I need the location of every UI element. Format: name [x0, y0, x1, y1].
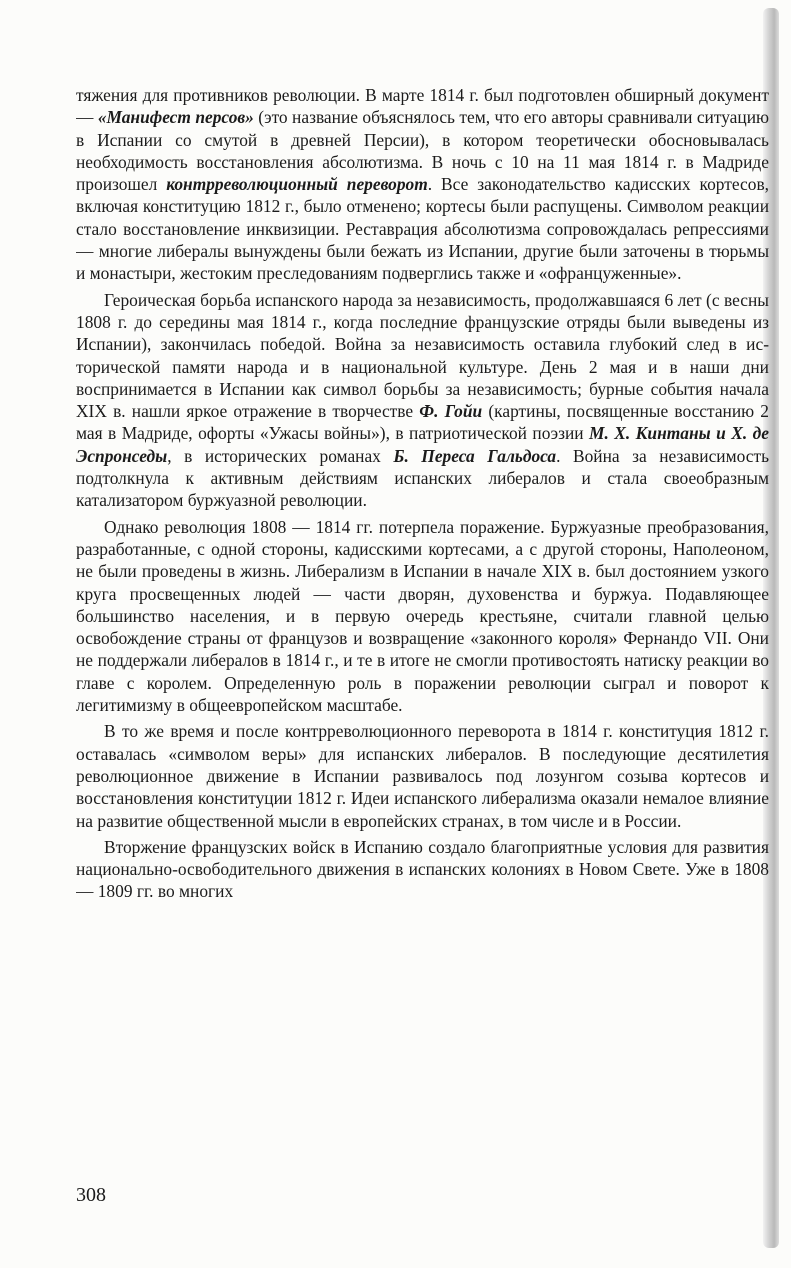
- text-segment: Однако революция 1808 — 1814 гг. потерпела поражение. Буржуазные преобразования, разработанные, с одной стороны, кадисскими кортесами, а с другой стороны, Наполеоном, не были проведены в жизнь. Либерализм в Испании в начале XIX в. был достоянием узкого круга просвещенных людей — части дворян, духовенства и буржуа. Подавляющее большинство населения, и в первую очередь крестьяне, считали главной целью освобождение страны от французов и возвращение «законного короля» Фернандо VII. Они не поддержали либералов в 1814 г., и те в итоге не смогли противостоять натиску реакции во главе с королем. Определенную роль в поражении революции сыграл и поворот к легитимизму в общеевропейском масштабе.: [76, 516, 769, 716]
- text-segment: В то же время и после контрреволюционного переворота в 1814 г. конституция 1812 г. оставалась «символом веры» для испанских либералов. В последующие десятилетия революционное движение в Испании развивалось под лозунгом созыва кортесов и восстановления конституции 1812 г. Идеи испанского либерализма оказали немалое влияние на развитие общественной мысли в европейских странах, в том числе и в России.: [76, 721, 769, 831]
- paragraph: [76, 289, 769, 512]
- text-segment: . Война за независимость подтолкнула к активным действиям испанских либералов и стала своеобразным катализатором буржуазной революции.: [76, 445, 769, 511]
- paragraph: [76, 836, 769, 903]
- paragraph: [76, 516, 769, 717]
- text-segment: тяжения для противников революции. В марте 1814 г. был подготовлен обширный документ —: [76, 85, 769, 128]
- emphasized-term: Б. Переса Гальдоса: [393, 445, 557, 466]
- paragraph: [76, 720, 769, 831]
- text-segment: (это название объяснялось тем, что его авторы сравнивали ситуацию в Испании со смутой в древней Персии), в котором теоретически обосновывалась необходимость восстановления абсолютизма. В ночь с 10 на 11 мая 1814 г. в Мадриде произошел: [76, 107, 769, 195]
- page-number: 308: [76, 1184, 106, 1206]
- text-segment: , в исторических романах: [167, 445, 394, 466]
- text-segment: Героическая борьба испанского народа за независимость, продолжавшаяся 6 лет (с весны 1808 г. до середины мая 1814 г., когда последние французские отряды были выведены из Испании), закончилась победой. Война за независимость оставила глубокий след в исторической памяти народа и в национальной культуре. День 2 мая и в наши дни воспринимается в Испании как символ борьбы за независимость; бурные события начала XIX в. нашли яркое отражение в творчестве: [76, 289, 769, 422]
- text-segment: . Все законодательство кадисских кортесов, включая конституцию 1812 г., было отменено; кортесы были распущены. Символом реакции стало восстановление инквизиции. Реставрация абсолютизма сопровождалась репрессиями — многие либералы вынуждены были бежать из Испании, другие были заточены в тюрьмы и монастыри, жестоким преследованиям подверглись также и «офранцуженные».: [76, 174, 769, 284]
- text-segment: (картины, посвященные восстанию 2 мая в Мадриде, офорты «Ужасы войны»), в патриотической поэзии: [76, 401, 769, 444]
- body-text: [76, 84, 769, 903]
- emphasized-term: М. Х. Кинтаны и Х. де Эспронседы: [76, 423, 769, 466]
- emphasized-term: «Манифест персов»: [97, 107, 254, 128]
- emphasized-term: контрреволюционный переворот: [166, 174, 428, 195]
- paragraph: [76, 84, 769, 285]
- emphasized-term: Ф. Гойи: [419, 401, 483, 422]
- text-segment: Вторжение французских войск в Испанию создало благоприятные условия для развития национально-освободительного движения в испанских колониях в Новом Свете. Уже в 1808 — 1809 гг. во многих: [76, 836, 769, 902]
